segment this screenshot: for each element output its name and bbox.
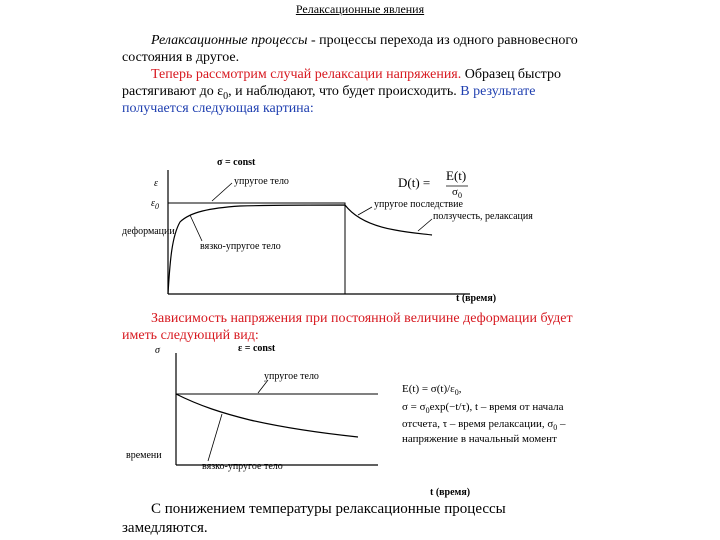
page-title: Релаксационные явления — [295, 2, 425, 16]
chart1-leader-visco — [190, 215, 202, 241]
chart2-formula-2-text-b: exp(−t/τ), t – время от начала — [429, 401, 564, 413]
case-line-3: получается следующая картина: — [122, 101, 314, 116]
chart1-formula-den-text: σ — [452, 186, 458, 198]
intro-definition: - процессы перехода из одного равновесного — [307, 33, 578, 48]
chart1-leader-after — [358, 207, 372, 215]
chart1-eps0-sub: 0 — [154, 202, 159, 211]
chart2-label-viscoelastic: вязко-упругое тело — [202, 461, 283, 472]
chart2-formula-3 — [402, 418, 566, 432]
chart2-viscoelastic-curve — [176, 394, 358, 437]
chart2-formula-1-end: , — [458, 383, 462, 395]
chart2-y-axis-title: времени — [126, 450, 162, 461]
chart1-label-elastic-after: упругое последствие — [374, 199, 463, 210]
stress-line-1: Зависимость напряжения при постоянной величине деформации будет — [151, 311, 573, 326]
chart2-formula-1 — [402, 383, 462, 397]
case-line-2-text-b: , и наблюдают, что будет происходить. — [228, 84, 457, 99]
conclusion-line-1: С понижением температуры релаксационные процессы — [151, 501, 506, 517]
chart1-formula-den-sub: 0 — [457, 191, 462, 201]
chart1-formula-lhs: D(t) = — [398, 175, 431, 190]
chart2-y-label: σ — [155, 345, 160, 356]
case-line-2-blue: В результате — [456, 84, 536, 99]
intro-term: Релаксационные процессы — [151, 33, 308, 48]
intro-line-2: состояния в другое. — [122, 50, 240, 65]
case-line-2-text: растягивают до ε — [122, 84, 224, 99]
case-line-2-sub: 0 — [223, 90, 229, 102]
chart2-formula-2-text: σ = σ — [402, 401, 426, 413]
chart1-y-label-eps: ε — [154, 178, 158, 189]
stress-line-2: иметь следующий вид: — [122, 328, 259, 343]
chart1-condition: σ = const — [217, 157, 256, 168]
chart1-eps0-text: ε — [151, 198, 155, 209]
chart1-formula-num: E(t) — [446, 168, 467, 183]
chart2-label-elastic: упругое тело — [264, 371, 319, 382]
case-black-text: Образец быстро — [461, 67, 561, 82]
case-red-text: Теперь рассмотрим случай релаксации напряжения. — [151, 67, 462, 82]
chart2-formula-4: напряжение в начальный момент — [402, 433, 557, 445]
chart1-leader-elastic — [212, 183, 232, 201]
chart2-formula-1-sub: 0 — [454, 388, 459, 398]
chart2-formula-3-sub: 0 — [553, 423, 558, 433]
chart2-formula-3-text: отсчета, τ – время релаксации, σ — [402, 418, 554, 430]
conclusion-line-2: замедляются. — [122, 520, 208, 536]
chart2-formula-1-text: E(t) = σ(t)/ε — [402, 383, 455, 395]
chart2-formula-2 — [402, 401, 564, 415]
chart1-label-viscoelastic: вязко-упругое тело — [200, 241, 281, 252]
chart1-y-label-eps0 — [151, 198, 159, 211]
chart1-x-axis-title: t (время) — [456, 293, 497, 304]
chart2-x-axis-title: t (время) — [430, 487, 471, 498]
chart2-condition: ε = const — [238, 343, 276, 354]
chart1-y-axis-title: деформации — [122, 226, 175, 237]
chart1-label-elastic: упругое тело — [234, 176, 289, 187]
chart2-formula-2-sub: 0 — [425, 406, 430, 416]
chart2-formula-3-end: – — [557, 418, 566, 430]
chart1-label-creep: ползучесть, релаксация — [433, 211, 533, 222]
chart1-leader-creep — [418, 219, 432, 231]
chart1-formula-den — [452, 186, 462, 200]
chart2-leader-visco — [208, 414, 222, 461]
